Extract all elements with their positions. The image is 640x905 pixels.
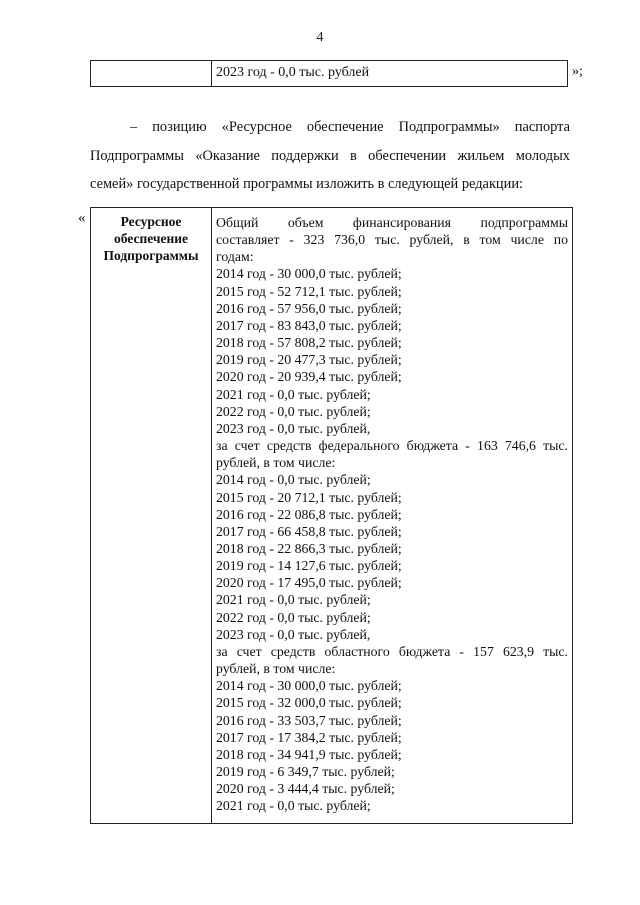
year-amount-line: 2016 год - 57 956,0 тыс. рублей; xyxy=(216,300,402,316)
year-amount-line: 2018 год - 22 866,3 тыс. рублей; xyxy=(216,540,402,556)
regional-years-list xyxy=(216,677,568,814)
year-amount-line: 2019 год - 14 127,6 тыс. рублей; xyxy=(216,558,402,574)
closing-quote: »; xyxy=(572,64,583,79)
resource-table xyxy=(90,207,573,824)
year-amount-line: 2019 год - 6 349,7 тыс. рублей; xyxy=(216,764,395,779)
year-amount-line: 2015 год - 20 712,1 тыс. рублей; xyxy=(216,489,402,505)
intro-line: Общий объем финансирования подпрограммы xyxy=(216,215,568,230)
federal-line: рублей, в том числе: xyxy=(216,455,336,471)
year-amount-line: 2014 год - 30 000,0 тыс. рублей; xyxy=(216,266,402,282)
resource-label-line: обеспечение xyxy=(113,231,189,247)
year-amount-line: 2021 год - 0,0 тыс. рублей; xyxy=(216,798,371,814)
year-amount-line: 2015 год - 52 712,1 тыс. рублей; xyxy=(216,283,402,299)
year-amount-line: 2023 год - 0,0 тыс. рублей, xyxy=(216,626,371,642)
year-amount-line: 2017 год - 83 843,0 тыс. рублей; xyxy=(216,317,402,333)
regional-line: за счет средств областного бюджета - 157 623,9 тыс. xyxy=(216,643,568,659)
page-number: 4 xyxy=(316,30,324,45)
year-amount-line: 2018 год - 57 808,2 тыс. рублей; xyxy=(216,335,402,351)
year-amount-line: 2017 год - 17 384,2 тыс. рублей; xyxy=(216,729,402,745)
opening-quote: « xyxy=(78,210,86,226)
previous-table-row xyxy=(90,60,568,87)
year-amount-line: 2019 год - 20 477,3 тыс. рублей; xyxy=(216,352,402,368)
year-amount-line: 2022 год - 0,0 тыс. рублей; xyxy=(216,609,371,625)
total-years-list xyxy=(216,265,568,437)
previous-table-left-cell xyxy=(91,61,212,86)
year-amount-line: 2022 год - 0,0 тыс. рублей; xyxy=(216,403,371,419)
intro-line: составляет - 323 736,0 тыс. рублей, в том числе по xyxy=(216,232,568,248)
year-amount-line: 2017 год - 66 458,8 тыс. рублей; xyxy=(216,523,402,539)
year-amount-line: 2015 год - 32 000,0 тыс. рублей; xyxy=(216,695,402,711)
federal-line: за счет средств федерального бюджета - 163 746,6 тыс. xyxy=(216,438,568,454)
year-amount-line: 2023 год - 0,0 тыс. рублей, xyxy=(216,420,371,436)
resource-label-line: Ресурсное xyxy=(120,214,182,229)
year-amount-line: 2021 год - 0,0 тыс. рублей; xyxy=(216,386,371,402)
year-amount-line: 2014 год - 0,0 тыс. рублей; xyxy=(216,472,371,488)
year-amount-line: 2018 год - 34 941,9 тыс. рублей; xyxy=(216,746,402,762)
year-amount-line: 2016 год - 33 503,7 тыс. рублей; xyxy=(216,712,402,728)
federal-years-list xyxy=(216,471,568,643)
resource-label-cell xyxy=(91,208,212,823)
year-amount-line: 2020 год - 20 939,4 тыс. рублей; xyxy=(216,369,402,385)
paragraph-line: – позицию «Ресурсное обеспечение Подпрограммы» паспорта xyxy=(130,119,570,135)
year-amount-line: 2020 год - 3 444,4 тыс. рублей; xyxy=(216,781,395,797)
instruction-paragraph xyxy=(90,113,570,199)
year-amount-line: 2014 год - 30 000,0 тыс. рублей; xyxy=(216,678,402,694)
intro-line: годам: xyxy=(216,249,254,265)
resource-label-line: Подпрограммы xyxy=(103,248,199,264)
regional-line: рублей, в том числе: xyxy=(216,661,336,677)
year-amount-line: 2021 год - 0,0 тыс. рублей; xyxy=(216,592,371,608)
paragraph-line: семей» государственной программы изложить в следующей редакции: xyxy=(90,176,524,192)
year-amount-line: 2016 год - 22 086,8 тыс. рублей; xyxy=(216,506,402,522)
resource-value-cell xyxy=(212,208,572,823)
paragraph-line: Подпрограммы «Оказание поддержки в обеспечении жильем молодых xyxy=(90,147,570,164)
year-amount-line: 2020 год - 17 495,0 тыс. рублей; xyxy=(216,575,402,591)
previous-table-right-cell: 2023 год - 0,0 тыс. рублей xyxy=(216,65,370,80)
